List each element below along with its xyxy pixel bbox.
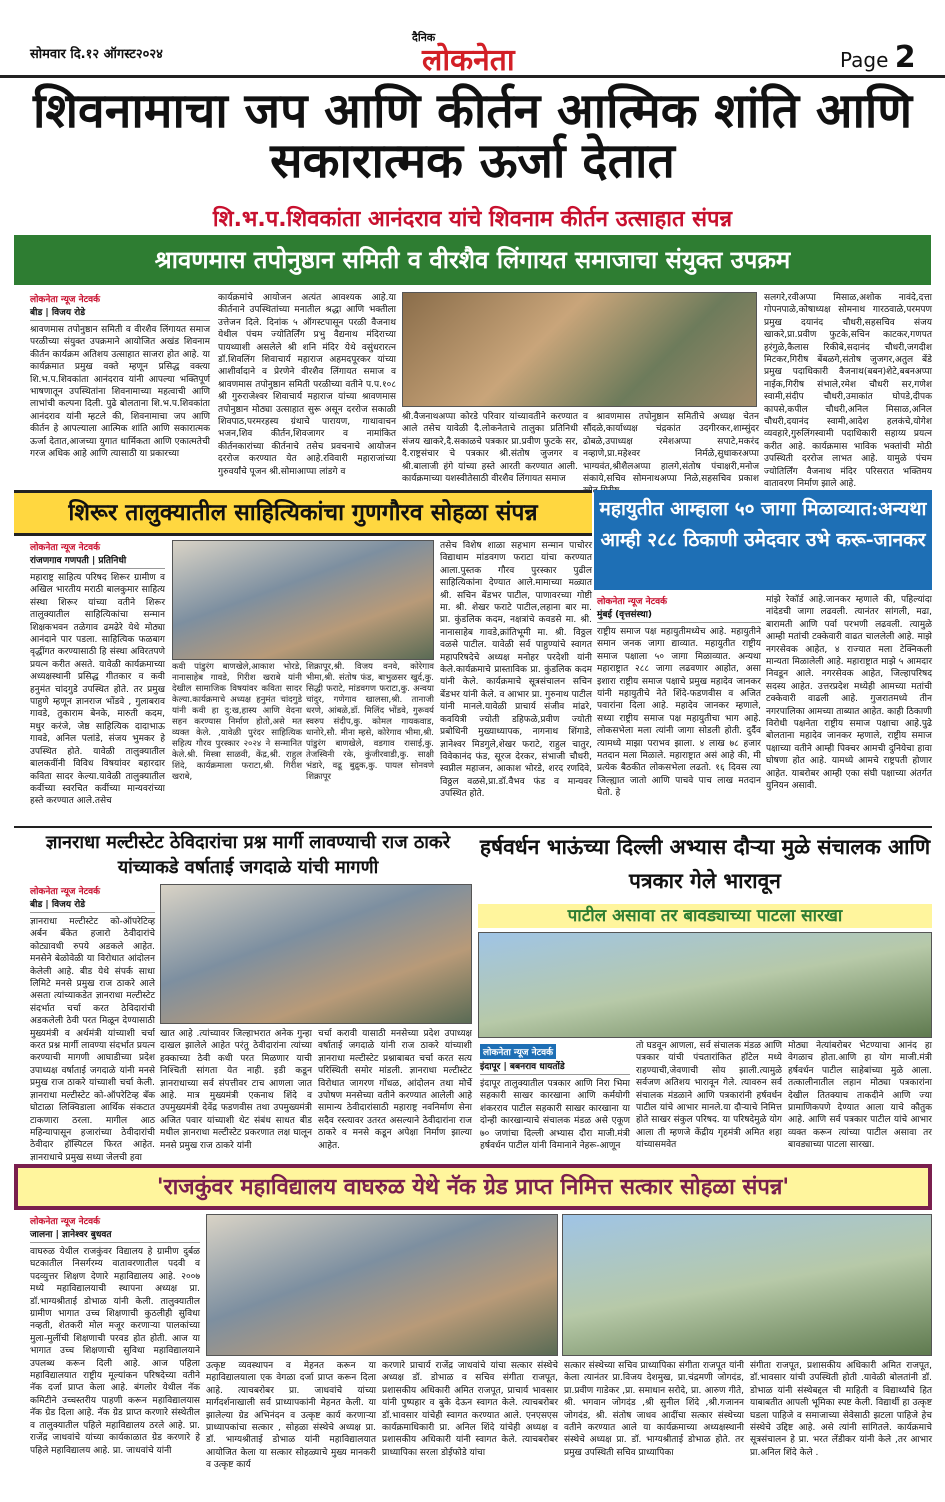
story6-photo1 bbox=[206, 1214, 558, 1356]
story3-col1: राष्ट्रीय समाज पक्ष महायुतीमध्येच आहे. महायुतीने समान जनक जागा द्याव्यात. महायुतीत राष्ट्रीय समाज पक्षाला ५० जागा मिळाव्यात. अन्यथा महाराष्ट्रात २८८ जागा लढवणार आहोत, असा इशारा राष्ट्रीय समाज पक्षाचे प्रमुख महादेव जानकर यांनी महायुतीचे नेते शिंदे-फडणवीस व अजित पवारांना दिला आहे. महादेव जानकर म्हणाले, सध्या राष्ट्रीय समाज पक्ष महायुतीचा भाग आहे. लोकसभेला मला त्यांनी जागा सोडली होती. दुर्दैव त्यामध्ये माझा पराभव झाला. ४ लाख ७८ हजार मतदान मला मिळाले. महाराष्ट्रात असं आहे की, मी प्रत्येक बैठकीत लोकसभेला लढतो. १६ दिवस त्या जिल्ह्यात जातो आणि पाचवे पाच लाख मतदान घेतो. हे bbox=[597, 627, 761, 799]
story4-col1-wrap bbox=[30, 884, 155, 1164]
story2-byline: रांजणगाव गणपती | प्रतिनिधी bbox=[30, 553, 165, 569]
story1-col5: सलगरे,रवीअप्पा मिसाळ,अशोक नावंदे,दत्ता गोपनपाळे,कोषाध्यक्ष सोमनाथ गारठवाळे,परमपण प्रमुख दयानंद चौधरी,सहसचिव संजय खाकरे,प्रा.प्रवीण फुटके,सचिन काटकर,गणपत हरंगुळे,कैलास रिकीबे,सदानंद चौधरी,जगदीश मिटकर,गिरीष बेंबळगे,संतोष जुजगर,अतुल बेंडे प्रमुख पदाधिकारी वैजनाथ(बबन)शेटे,बबनअप्पा नाईक,गिरीष संभाले,रमेश चौधरी सर,गणेश स्वामी,संदीप चौधरी,उमाकांत घोपडे,दीपक कापसे,कपील चौधरी,अनिल मिसाळ,अनिल चौधरी,दयानंद स्वामी,आदेश हलकंचे,योगेश व्यवहारे,गुरुलिंगस्वामी पदाधिकारी सहाय्य प्रयत्न करीत आहे. कार्यक्रमास भाविक भक्तांची मोठी उपस्थिती दररोज लाभत आहे. यामुळे पंचम ज्योतिर्लिंग वैजनाथ मंदिर परिसरात भक्तिमय वातावरण निर्माण झाले आहे. bbox=[764, 293, 932, 490]
story1-col1: श्रावणमास तपोनुष्ठान समिती व वीरशैव लिंगायत समाज परळीच्या संयुक्त उपक्रमाने आयोजित अखंड शिवनाम कीर्तन कार्यक्रम अतिशय उत्साहात साजरा होत आहे. या कार्यक्रमात प्रमुख वक्ते म्हणून प्रसिद्ध वक्त्या शि.भ.प.शिवकांता आनंदराव यांनी आपल्या भक्तिपूर्ण भाषणातून उपस्थितांना शिवनामाच्या महत्वाची आणि लाभांची कल्पना दिली. पुढे बोलताना शि.भ.प.शिवकांता आनंदराव यांनी म्हटले की, शिवनामाचा जप आणि कीर्तन हे आपल्याला आत्मिक शांति आणि सकारात्मक ऊर्जा देतात,आजच्या युगात धार्मिकता आणि एकात्मतेची गरज अधिक आहे आणि त्यासाठी या प्रकारच्या bbox=[30, 325, 210, 460]
story4-col1: ज्ञानराधा मल्टीस्टेट को-ऑपरेटिव्ह अर्बन बँकेत हजारो ठेवीदारांचे कोट्यावधी रुपये अडकले आहेत. मनसेने बेळोवेळी या विरोधात आंदोलन केलेली आहे. बीड येथे संपर्क साधा लिमिटे मनसे प्रमुख राज ठाकरे आले असता त्यांच्याकडेत ज्ञानराधा मल्टीस्टेट संदर्भात चर्चा करत ठेविदारांची अडकलेली ठेवी परत मिळून देण्यासाठी मुख्यमंत्री व अर्थमंत्री यांच्याशी चर्चा करत प्रश्न मार्गी लावण्या संदर्भात प्रयत्न करण्याची मागणी आघाडीच्या प्रदेश उपाध्यक्ष वर्षाताई जगदाळे यांनी मनसे प्रमुख राज ठाकरे यांच्याशी चर्चा केली. ज्ञानराधा मल्टीस्टेट को-ऑपरेटिव्ह बँक घोटाळा लिक्विडाला आर्थिक संकटात टाकणारा ठरला. मागील आठ महिन्यापासून हजारांच्या ठेवीदारांची ठेवीदार हॉस्पिटल फिरत आहेत. ज्ञानराधाचे प्रमुख सध्या जेलची हवा bbox=[30, 917, 155, 1163]
story1-band: श्रावणमास तपोनुष्ठान समिती व वीरशैव लिंगायत समाजाचा संयुक्त उपक्रम bbox=[14, 235, 931, 285]
story6-tag: लोकनेता न्यूज नेटवर्क bbox=[30, 1217, 101, 1227]
story6-banner bbox=[14, 1164, 932, 1210]
story6-col1: वाघरुळ येथील राजकुंवर विद्यालय हे ग्रामीण दुर्बळ घटकातील निसर्गरम्य वातावरणातील पदवी व पदव्युत्तर शिक्षण देणारे महाविद्यालय आहे. २००७ मध्ये महाविद्यालयाची स्थापना अध्यक्ष प्रा. डॉ.भाग्यश्रीताई डोभाळ यांनी केली. तालुक्यातील ग्रामीण भागात उच्च शिक्षणाची कुठलीही सुविधा नव्हती, शेतकरी मोल मजूर करणाऱ्या पालकांच्या मुला-मुलींची शिक्षणाची परवड होत होती. आज या भागात उच्च शिक्षणाची सुविधा महाविद्यालयाने उपलब्ध करून दिली आहे. आज पहिला महाविद्यालयात राष्ट्रीय मूल्यांकन परिषदेच्या वतीने नॅक दर्जा प्राप्त केला आहे. बंगलोर येथील नॅक कमिटीने उच्चस्तरीय पाहणी करून महाविद्यालयास नॅक ग्रेड दिला आहे. नॅक ग्रेड प्राप्त करणारे संस्थेतील व तालुक्यातील पहिले महाविद्यालय ठरले आहे. प्रा. राजेंद्र जाधवांचे यांच्या कार्यकाळात ग्रेड करणारे हे पहिले महाविद्यालय आहे. प्रा. जाधवांचे यांनी bbox=[30, 1247, 200, 1456]
issue-date: सोमवार दि.१२ ऑगस्ट२०२४ bbox=[30, 47, 163, 62]
story3-headline: महायुतीत आम्हाला ५० जागा मिळाव्यात:अन्यथा आम्ही २८८ ठिकाणी उमेदवार उभे करू-जानकर bbox=[594, 490, 932, 590]
story2-col3: तसेच विशेष शाळा सहभाग सन्मान पाचोरर विद्याधाम मांडवगण फराटा यांचा करण्यात आला.पुस्तक गौरव पुरस्कार पुढील साहित्यिकांना देण्यात आले.मामाच्या मळ्यात श्री. सचिन बेंडभर पाटील, पाणावरच्या गोष्टी मा. श्री. शेखर फराटे पाटील,लहाना बार मा. प्रा. कुंडलिक कदम, नक्षत्रांचे कवडसे मा. श्री. नानासाहेब गावडे,क्रांतिभूमी मा. श्री. विठ्ठल वळसे पाटील. यावेळी सर्व पाहुण्यांचे स्वागत महापरिषदेचे अध्यक्ष मनोहर परदेशी यांनी केले.कार्यक्रमाचे प्रास्ताविक प्रा. कुंडलिक कदम यांनी केले. कार्यक्रमाचे सूत्रसंचालन सचिन बेंडभर यांनी केले. व आभार प्रा. गुरुनाथ पाटील यांनी मानले.यावेळी प्राचार्य संजीव मांढरे, कवयित्री ज्योती डहिफळे,प्रवीण ज्योती प्रबोधिनी मुख्याध्यापक, नागनाथ शिंगाडे, ज्ञानेश्वर मिडगुले,शेखर फराटे, राहुल चातुर, विवेकानंद फंड, सूरज देरकर, संभाजी चौधरी, स्वप्नील महाजन, आकाश भोरडे, शरद रणदिवे, विठ्ठल वळसे,प्रा.डॉ.वैभव फंड व मान्यवर उपस्थित होते. bbox=[440, 541, 592, 800]
story5-col3: मोठ्या नेत्यांबरोबर भेटण्याचा आनंद हा वेगळाच होता.आणि हा योग माजी.मंत्री हर्षवर्धन पाटील साहेबांच्या मुळे आला. तत्कालीनातील लहान मोठ्या पत्रकारांना देखील तितक्याच ताकदीने आणि ज्या प्रामाणिकपणे देण्यात आला याचे कौतुक आहे. आणि सर्व पत्रकार पाटील यांचे आभार व्यक्त करून त्यांच्या पाटील असावा तर बावड्याच्या पाटला सारखा. bbox=[788, 1041, 932, 1151]
story1-subhead: शि.भ.प.शिवकांता आनंदराव यांचे शिवनाम कीर्तन उत्साहात संपन्न bbox=[212, 207, 733, 232]
page-indicator bbox=[840, 40, 916, 75]
story1-col3: श्री.वैजनाथअप्पा कोरडे परिवार यांच्यावतीने करण्यात आले तसेच यावेळी दै.लोकनेताचे तालुका प्रतिनिधी संजय खाकरे,दै.सकाळचे पत्रकार प्रा.प्रवीण फुटके सर, दै.राष्ट्रसंचार चे पत्रकार श्री.संतोष जुजगर व श्री.बालाजी हंगे यांच्या हस्ते आरती करण्यात आली. कार्यक्रमाच्या यशस्वीतेसाठी वीरशैव लिंगायत समाज bbox=[402, 412, 578, 485]
story1-byline: बीड | विजय रोडे bbox=[30, 305, 210, 321]
story4-headline: ज्ञानराधा मल्टीस्टेट ठेविदारांचा प्रश्न मार्गी लावण्याची राज ठाकरे यांच्याकडे वर्षाताई जगदाळे यांची मागणी bbox=[45, 832, 451, 878]
story2-col1-wrap bbox=[30, 540, 165, 820]
paper-prefix: दैनिक bbox=[412, 31, 436, 44]
story2-caption2: शिक्रापूर,श्री. विजय वनवे, कोरेगाव भीमा,श्री. संतोष फंड, बाभुळसर खुर्द,कु. सिद्धी फराटे, मांडवगण फराटा,कु. अन्वया चांदुर, गणेगाव खालसा,श्री. तानाजी धरणे, आंबळे,डॉ. मिलिंद भोंडवे, गुरूवर्य स्वरुप संदीप,कु. कोमल गायकवाड, धानोरे,सौ. मीना म्हसे, कोरेगाव भीमा,श्री. पांडुरंग बाणखेले, वडगाव रासाई,कु. तेजस्विनी रके, कुंजीरवाडी,कु. साक्षी भंडारे, वढू बुद्रुक,कु. पायल सोनवणे शिक्रापूर bbox=[306, 662, 434, 783]
story6-col3: करणारे प्राचार्य राजेंद्र जाधवांचे यांचा सत्कार संस्थेचे अध्यक्ष डॉ. डोभाळ व सचिव संगीता राजपूत, प्रशासकीय अधिकारी अमित राजपूत, प्राचार्य भावसार यांनी पुष्पहार व बुके देऊन स्वागत केले. त्याचबरोबर डॉ.भावसार यांचेही स्वागत करण्यात आले. एनएसएस कार्यक्रमाधिकारी प्रा. अनिल शिंदे यांचेही अध्यक्ष व प्रशासकीय अधिकारी यांनी स्वागत केले. त्याचबरोबर प्राध्यापिका सरला डोईफोडे यांचा bbox=[382, 1361, 558, 1458]
story2-caption: कवी पांडुरंग बाणखेले,आकाश भोरडे, नानासाहेब गावडे, गिरीश खराबे यांनी देखील सामाजिक विषयांवर कविता सादर केल्या.कार्यक्रमाचे अध्यक्ष हनुमंत चांदगुडे यांनी कवी हा दु:ख,हास्य आणि वेदना सहन करण्यास निर्माण होतो,असे मत व्यक्त केले. ,यावेळी पुरंदर साहित्यिक सहित्य गौरव पुरस्कार २०२४ ने सन्मानित केले.श्री. मिस्त्रा साळवी, केंद्र,श्री. राहुल शिंदे, कार्यक्रमाला फराटा,श्री. गिरीश खराबे, bbox=[172, 662, 302, 783]
story6-col1-wrap bbox=[30, 1214, 200, 1496]
story5-tag: लोकनेता न्यूज नेटवर्क bbox=[480, 1044, 556, 1059]
story3-byline: मुंबई (वृत्तसंस्था) bbox=[597, 607, 761, 623]
story2-col1: महाराष्ट्र साहित्य परिषद शिरूर ग्रामीण व अखिल भारतीय मराठी बालकुमार साहित्य संस्था शिरूर यांच्या वतीने शिरूर तालुक्यातील साहित्यिकांचा सन्मान शिक्षकभवन तळेगाव ढमढेरे येथे मोठ्या आनंदाने पार पडला. साहित्यिक फळबाग वृद्धींगत करण्यासाठी हि संस्था अविरतपणे प्रयत्न करीत असते. यावेळी कार्यक्रमाच्या अध्यक्षस्थानी प्रसिद्ध गीतकार व कवी हनुमंत चांदगुडे उपस्थित होते. तर प्रमुख पाहुणे म्हणून ज्ञानराज भोंडवे , गुलाबराव गावडे, तुकाराम बेनके, मारुती कदम, मधुर करंजे, जेष्ठ साहित्यिक दादाभाऊ गावडे, अनिल पलांडे, संजय भुमकर हे उपस्थित होते. यावेळी तालुक्यातील बालकवींनी विविध विषयांवर बहारदार कविता सादर केल्या.यावेळी तालुक्यातील कवींच्या स्वरचित कवींच्या मान्यवरांच्या हस्ते करण्यात आले.तसेच bbox=[30, 573, 165, 807]
story5-col1-wrap bbox=[480, 1040, 630, 1162]
divider bbox=[14, 826, 932, 828]
story3-col1-wrap bbox=[597, 594, 761, 822]
story1-headline: शिवनामाचा जप आणि कीर्तन आत्मिक शांति आणि सकारात्मक ऊर्जा देतात bbox=[32, 83, 913, 190]
story6-photo2 bbox=[562, 1214, 932, 1356]
story5-col1: इंदापूर तालुक्यातील पत्रकार आणि निरा भिमा सहकारी साखर कारखाना आणि कर्मयोगी शंकरराव पाटील सहकारी साखर कारखाना या दोन्ही कारखान्याचे संचालक मंडळ असे एकूण ७० जणांचा दिल्ली अभ्यास दौरा माजी.मंत्री हर्षवर्धन पाटील यांनी विमानाने नेहरू-आणून bbox=[480, 1079, 630, 1152]
story4-byline: बीड | विजय रोडे bbox=[30, 897, 155, 913]
story2-photo bbox=[172, 540, 434, 660]
story1-photo bbox=[402, 292, 757, 407]
story2-tag: लोकनेता न्यूज नेटवर्क bbox=[30, 543, 101, 553]
page-number: 2 bbox=[894, 40, 916, 75]
story1-tag: लोकनेता न्यूज नेटवर्क bbox=[30, 295, 101, 305]
story1-col4: व श्रावणमास तपोनुष्ठान समितीचे अध्यक्ष चेतन सौंदळे,कार्याध्यक्ष चंद्रकांत उदगीरकर,शाम्सुंदर ढोबळे,उपाध्यक्ष रमेशअप्पा सपाटे,मकरंद नव्हाणे,प्रा.महेश्वर निर्मळे,सुधाकरअप्पा भाग्यवंत,श्रीशैलअप्पा हालगे,संतोष पंचाक्षरी,मनोज संकाये,सचिव सोमनाथअप्पा निळे,सहसचिव प्रकाश bbox=[583, 412, 759, 485]
story4-col3: चर्चा करावी यासाठी मनसेच्या प्रदेश उपाध्यक्ष वर्षाताई जगदाळे यांनी राज ठाकरे यांच्याशी ज्ञानराधा मल्टीस्टेट प्रश्नाबाबत चर्चा करत सत्य परिस्थिती समोर मांडली. ज्ञानराधा मल्टीस्टेट विरोधात जागरण गोंधळ, आंदोलन तथा मोर्चे उपोषण मनसेच्या वतीने करण्यात आलेली आहे सामान्य ठेवीदारांसाठी महाराष्ट्र नवनिर्माण सेना सदैव रस्त्यावर उतरत असल्याने ठेवीदारांना राज ठाकरे व मनसे कडून अपेक्षा निर्माण झाल्या आहेत. bbox=[318, 1029, 472, 1151]
page-label: Page bbox=[840, 48, 889, 72]
story6-col4: सत्कार संस्थेच्या सचिव प्राध्यापिका संगीता राजपूत यांनी केला त्यानंतर प्रा.विजय देशमुख, प्रा.चंद्रमणी जोगदंड, प्रा.प्रवीण गाडेकर ,प्रा. समाधान सरोदे, प्रा. आरुण गीते, श्री. भगवान जोगदंड ,श्री सुनील शिंदे ,श्री.गजानन जोगदंड, श्री. संतोष जाधव आदींचा सत्कार संस्थेच्या वतीने करण्यात आले या कार्यक्रमाच्या अध्यक्षस्थानी संस्थेचे अध्यक्ष प्रा. डॉ. भाग्यश्रीताई डोभाळ होते. तर प्रमुख उपस्थिती सचिव प्राध्यापिका bbox=[564, 1361, 744, 1458]
story5-headline: हर्षवर्धन भाऊंच्या दिल्ली अभ्यास दौऱ्या मुळे संचालक आणि पत्रकार गेले भारावून bbox=[479, 834, 931, 893]
story6-col5: संगीता राजपूत, प्रशासकीय अधिकारी अमित राजपूत, डॉ.भावसार यांची उपस्थिती होती .यावेळी बोलतांनी डॉ. डोभाळ यांनी संस्थेबद्दल ची माहिती व विद्यार्थ्यांचे हित याबाबतीत आपली भूमिका स्पष्ट केली. विद्यार्थी हा उत्कृष्ट घडला पाहिजे व समाजाच्या सेवेसाठी झटला पाहिजे हेच संस्थेचे उद्दिष्ट आहे. असे त्यांनी सांगितले. कार्यक्रमाचे सूत्रसंचालन हे प्रा. भरत लेंडीकर यांनी केले ,तर आभार प्रा.अनिल शिंदे केले . bbox=[750, 1361, 932, 1458]
story4-col2: खात आहे .त्यांच्यावर जिल्हाभरात अनेक गुन्हा दाखल झालेले आहेत परंतु ठेवीदारांना त्यांच्या हक्काच्या ठेवी कधी परत मिळणार याची निश्चिती सांगता येत नाही. इडी कडून ज्ञानराधाच्या सर्व संपत्तीवर टाच आणला जात आहे. मात्र मुख्यमंत्री एकनाथ शिंदे व उपमुख्यमंत्री देवेंद्र फडणवीस तथा उपमुख्यमंत्री अजित पवार यांच्याशी थेट संबंध साधत बीड मधील ज्ञानराधा मल्टीस्टेट प्रकरणात लक्ष घालून मनसे प्रमुख राज ठाकरे यांनी bbox=[160, 1029, 312, 1151]
story2-headline: शिरूर तालुक्यातील साहित्यिकांचा गुणगौरव सोहळा संपन्न bbox=[14, 490, 592, 536]
story6-byline: जालना | ज्ञानेश्वर बुधवत bbox=[30, 1227, 200, 1243]
story3-col2: मांझे रेकॉर्ड आहे.जानकर म्हणाले की, पहिल्यांदा नांदेडची जागा लढवली. त्यानंतर सांगली, मढा, बारामती आणि पर्वा परभणी लढवली. त्यामुळे आम्ही मतांची टक्केवारी वाढत चाललेली आहे. माझे नगरसेवक आहेत, ४ राज्यात मला टेक्निकली मान्यता मिळालेली आहे. महाराष्ट्रात माझे ५ आमदार निवडून आले. नगरसेवक आहेत, जिल्हापरिषद सदस्य आहेत. उत्तरप्रदेश मध्येही आमच्या मतांची टक्केवारी वाढली आहे. गुजरातमध्ये तीन नगरपालिका आमच्या ताब्यात आहेत. काही ठिकाणी विरोधी पक्षनेता राष्ट्रीय समाज पक्षाचा आहे.पुढे बोलताना महादेव जानकर म्हणाले, राष्ट्रीय समाज पक्षाच्या वतीने आम्ही पिक्चर आमची दुनियेचा हावा घोषणा होत आहे. यामध्ये आमचे राष्ट्रपती होणार आहेत. याबरोबर आम्ही एका संघी पक्षाच्या अंतर्गत युनियन असावी. bbox=[766, 595, 932, 792]
story5-photo bbox=[478, 932, 932, 1038]
story4-photo bbox=[160, 884, 472, 1024]
story5-byline: इंदापूर | बबनराव धायतोंडे bbox=[480, 1059, 630, 1075]
story6-col2: उत्कृष्ट व्यवस्थापन व मेहनत करून या महाविद्यालयाला एक वेगळा दर्जा प्राप्त करून दिला आहे. त्याचबरोबर प्रा. जाधवांचे यांच्या मार्गदर्शनाखाली सर्व प्राध्यापकांनी मेहनत केली. या झालेल्या ग्रेड अभिनंदन व उत्कृष्ट कार्य करणाऱ्या प्राध्यापकांचा सत्कार , सोहळा संस्थेचे अध्यक्ष प्रा. डॉ. भाग्यश्रीताई डोभाळ यांनी महाविद्यालयात आयोजित केला या सत्कार सोहळ्याचे मुख्य मानकरी व उत्कृष्ट कार्य bbox=[206, 1361, 376, 1471]
story1-col1-wrap bbox=[30, 292, 210, 482]
story4-tag: लोकनेता न्यूज नेटवर्क bbox=[30, 887, 101, 897]
story6-headline: 'राजकुंवर महाविद्यालय वाघरुळ येथे नॅक ग्रेड प्राप्त निमित्त सत्कार सोहळा संपन्न' bbox=[18, 1168, 928, 1206]
paper-logo: लोकनेता bbox=[422, 43, 515, 78]
story5-subhead: पाटील असावा तर बावड्याच्या पाटला सारखा bbox=[478, 904, 932, 928]
story5-col2: तो घडवून आणला, सर्व संचालक मंडळ आणि पत्रकार यांची पंचतारांकित हॉटेल मध्ये राहण्याची,जेवणाची सोय झाली.त्यामुळे सर्वजण अतिशय भारावून गेले. त्यावरुन सर्व संचालक मंडळाने आणि पत्रकारांनी हर्षवर्धन पाटील यांचे आभार मानले.या दौऱ्याचे निमित्त होते साखर संकुल परिषद. या परिषदेमुळे योग आला ती म्हणजे केंद्रीय गृहमंत्री अमित शहा यांच्यासमवेत bbox=[636, 1041, 782, 1151]
story1-col2: कार्यक्रमांचे आयोजन अत्यंत आवश्यक आहे.या कीर्तनाने उपस्थितांच्या मनातील श्रद्धा आणि भक्तीला उत्तेजन दिले. दिनांक ५ ऑगस्टपासून परळी वैजनाथ येथील पंचम ज्योतिर्लिंग प्रभु वैद्यनाथ मंदिराच्या पायथ्याशी असलेले श्री शनि मंदिर येथे वसुंधरारत्न डॉ.शिवलिंग शिवाचार्य महाराज अहमदपूरकर यांच्या आशीर्वादाने व प्रेरणेने वीरशैव लिंगायत समाज व श्रावणमास तपोनुष्ठान समिती परळीच्या वतीने प.प.१०८ श्री गुरुराजेश्वर शिवाचार्य महाराज यांच्या श्रावणमास तपोनुष्ठान मोठ्या उत्साहात सुरू असून दररोज सकाळी शिवपाठ,परमरहस्य ग्रंथाचे पारायण, गाथावाचन भजन,शिव कीर्तन,शिवजागर व नामांकित कीर्तनकारांच्या कीर्तनाचे तसेच प्रवचनाचे आयोजन दररोज करण्यात येत आहे.रविवारी महाराजांच्या गुरुवर्यांचे पूजन श्री.सोमाआप्पा लांडगे व bbox=[218, 293, 396, 477]
story3-tag: लोकनेता न्यूज नेटवर्क bbox=[597, 597, 668, 607]
